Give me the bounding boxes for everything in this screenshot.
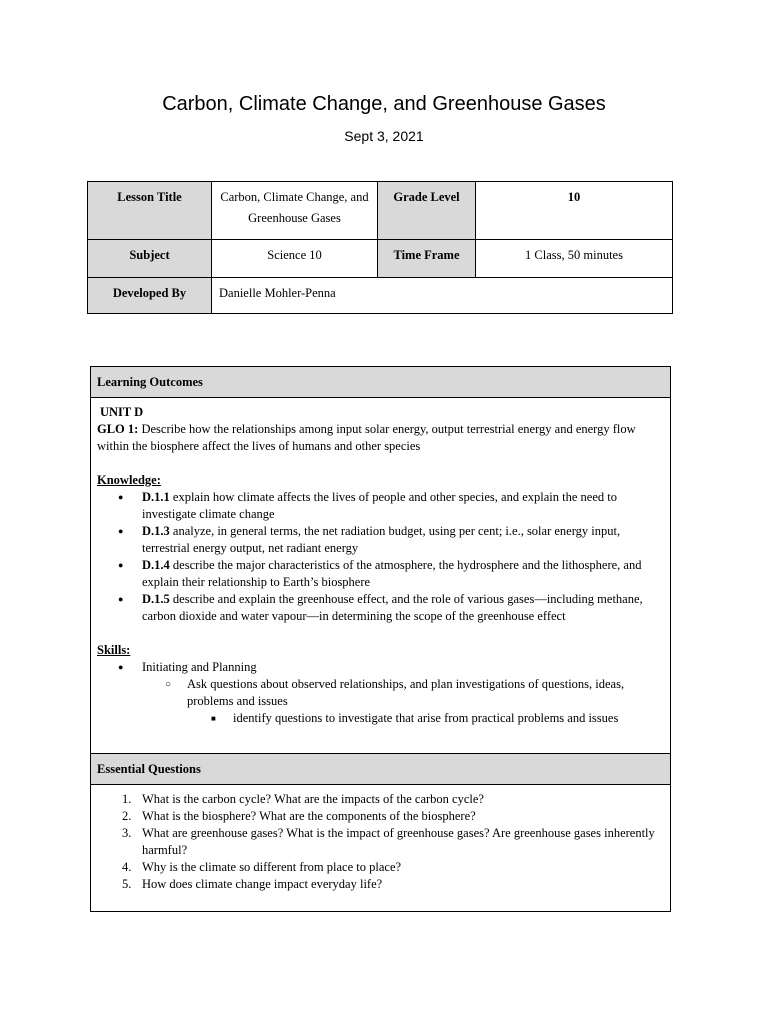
knowledge-list: [97, 489, 664, 625]
developed-by-label: Developed By: [88, 278, 212, 314]
list-item: 2. What is the biosphere? What are the components of the biosphere?: [122, 809, 476, 823]
lesson-info-table: [87, 181, 673, 314]
lesson-title-label: Lesson Title: [88, 182, 212, 240]
unit-label: UNIT D: [100, 405, 144, 419]
document-title: Carbon, Climate Change, and Greenhouse Gases: [162, 93, 606, 115]
grade-level-value: 10: [476, 182, 673, 240]
skills-heading: Skills:: [97, 643, 131, 657]
essential-questions-list: [97, 791, 664, 893]
essential-questions-heading: Essential Questions: [91, 754, 671, 785]
list-item: ● D.1.4 describe the major characteristics of the atmosphere, the hydrosphere and the lithosphere, and explain their relationship to Earth’s biosphere: [97, 557, 664, 591]
skills-list: [97, 659, 664, 727]
grade-level-label: Grade Level: [378, 182, 476, 240]
list-item: 4. Why is the climate so different from place to place?: [122, 860, 402, 874]
learning-outcomes-heading: Learning Outcomes: [91, 367, 671, 398]
list-item: ○ Ask questions about observed relationships, and plan investigations of questions, ideas, problems and issues: [97, 676, 664, 710]
list-item: ● Initiating and Planning: [97, 659, 664, 676]
list-item: 5. How does climate change impact everyday life?: [122, 877, 383, 891]
list-item: ● D.1.3 analyze, in general terms, the net radiation budget, using per cent; i.e., solar energy input, terrestrial energy output, net radiant energy: [97, 523, 664, 557]
list-item: 1. What is the carbon cycle? What are the impacts of the carbon cycle?: [122, 792, 484, 806]
subject-value: Science 10: [212, 240, 378, 278]
learning-outcomes-table: [90, 366, 671, 912]
list-item: 3. What are greenhouse gases? What is the impact of greenhouse gases? Are greenhouse gases inherently harmful?: [122, 826, 655, 857]
developed-by-value: Danielle Mohler-Penna: [212, 278, 673, 314]
time-frame-value: 1 Class, 50 minutes: [476, 240, 673, 278]
time-frame-label: Time Frame: [378, 240, 476, 278]
list-item: ● D.1.1 explain how climate affects the lives of people and other species, and explain the need to investigate climate change: [97, 489, 664, 523]
essential-questions-body: [91, 785, 671, 912]
lesson-title-value: Carbon, Climate Change, and Greenhouse Gases: [212, 182, 378, 240]
subject-label: Subject: [88, 240, 212, 278]
list-item: ■ identify questions to investigate that arise from practical problems and issues: [97, 710, 664, 727]
learning-outcomes-body: [91, 398, 671, 754]
document-date: Sept 3, 2021: [344, 128, 424, 144]
glo-statement: GLO 1: Describe how the relationships among input solar energy, output terrestrial energy and energy flow within the biosphere affect the lives of humans and other species: [97, 422, 636, 453]
list-item: ● D.1.5 describe and explain the greenhouse effect, and the role of various gases—including methane, carbon dioxide and water vapour—in determining the scope of the greenhouse effect: [97, 591, 664, 625]
knowledge-heading: Knowledge:: [97, 473, 161, 487]
